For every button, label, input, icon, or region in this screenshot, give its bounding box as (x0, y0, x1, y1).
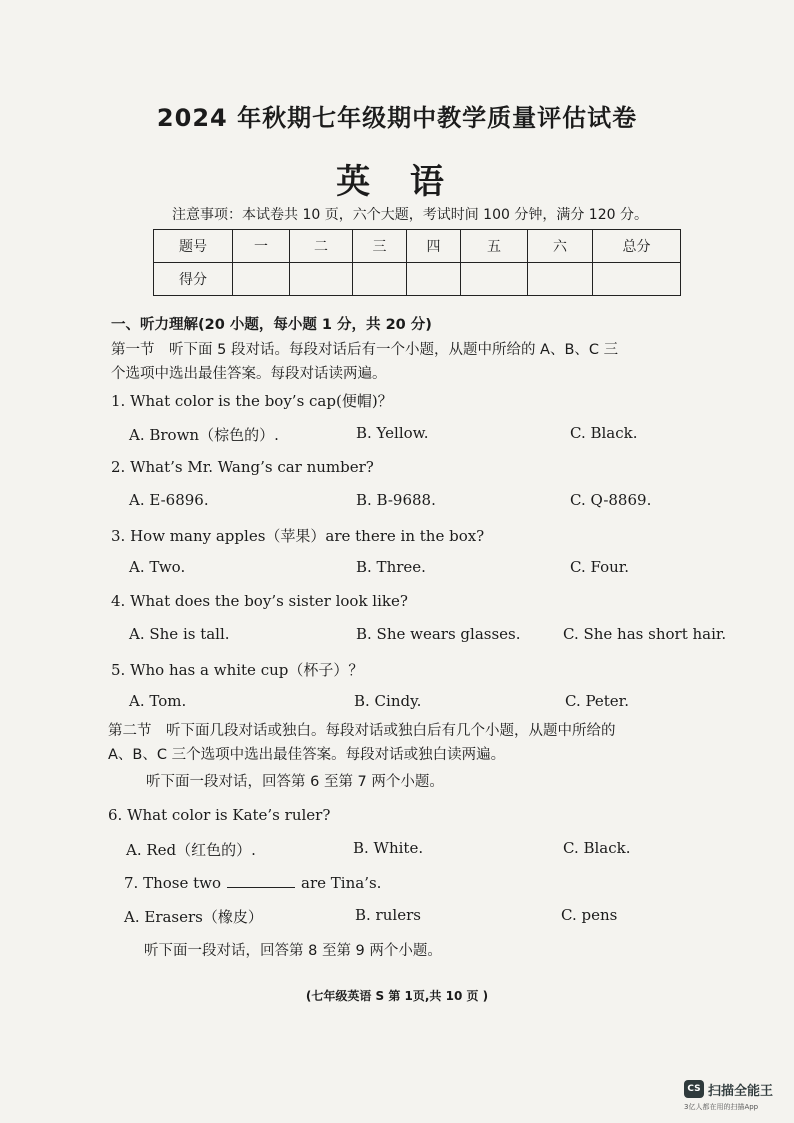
question-1-option-c[interactable]: C. Black. (570, 424, 638, 442)
camscanner-watermark (684, 1078, 784, 1118)
instruction-questions-6-7: 听下面一段对话，回答第 6 至第 7 两个小题。 (146, 774, 444, 790)
score-input-cell[interactable] (528, 263, 593, 296)
score-cell: 四 (407, 230, 461, 263)
question-7-option-b[interactable]: B. rulers (355, 906, 421, 924)
page-footer: (七年级英语 S 第 1页,共 10 页 ) (305, 989, 489, 1003)
question-2-option-c[interactable]: C. Q-8869. (570, 491, 652, 509)
score-cell: 三 (353, 230, 407, 263)
question-1-option-b[interactable]: B. Yellow. (356, 424, 429, 442)
question-7-stem-end: are Tina’s. (301, 874, 382, 892)
score-cell: 总分 (593, 230, 681, 263)
question-6-option-a[interactable]: A. Red（红色的）. (126, 841, 256, 859)
question-6-stem: 6. What color is Kate’s ruler? (108, 806, 331, 824)
score-input-cell[interactable] (290, 263, 353, 296)
question-3-stem: 3. How many apples（苹果）are there in the box? (111, 527, 485, 545)
question-2-option-b[interactable]: B. B-9688. (356, 491, 436, 509)
section1-instructions: 第一节 听下面 5 段对话。每段对话后有一个小题，从题中所给的 A、B、C 三 (111, 342, 619, 358)
score-cell: 二 (290, 230, 353, 263)
question-3-option-a[interactable]: A. Two. (129, 558, 186, 576)
question-5-option-a[interactable]: A. Tom. (129, 692, 187, 710)
question-6-option-c[interactable]: C. Black. (563, 839, 631, 857)
score-input-cell[interactable] (461, 263, 528, 296)
section1-instructions-cont: 个选项中选出最佳答案。每段对话读两遍。 (111, 366, 387, 382)
part1-heading: 一、听力理解(20 小题，每小题 1 分，共 20 分) (111, 317, 432, 333)
question-7-stem (124, 873, 381, 892)
score-input-cell[interactable] (233, 263, 290, 296)
question-7-option-c[interactable]: C. pens (561, 906, 618, 924)
score-input-cell[interactable] (407, 263, 461, 296)
question-3-option-b[interactable]: B. Three. (356, 558, 426, 576)
question-5-option-b[interactable]: B. Cindy. (354, 692, 422, 710)
subject-title: 英 语 (336, 162, 458, 202)
question-1-option-a[interactable]: A. Brown（棕色的）. (129, 426, 279, 444)
question-7-blank[interactable] (227, 873, 295, 888)
question-4-option-c[interactable]: C. She has short hair. (563, 625, 727, 643)
question-4-stem: 4. What does the boy’s sister look like? (111, 592, 408, 610)
score-cell: 六 (528, 230, 593, 263)
section2-instructions: 第二节 听下面几段对话或独白。每段对话或独白后有几个小题，从题中所给的 (108, 723, 616, 739)
score-table (153, 229, 681, 296)
question-5-option-c[interactable]: C. Peter. (565, 692, 629, 710)
question-3-option-c[interactable]: C. Four. (570, 558, 630, 576)
section2-instructions-cont: A、B、C 三个选项中选出最佳答案。每段对话或独白读两遍。 (108, 747, 506, 763)
score-cell: 题号 (154, 230, 233, 263)
camscanner-logo-icon: CS (684, 1080, 704, 1098)
question-1-stem: 1. What color is the boy’s cap(便帽)？ (111, 392, 393, 410)
question-7-option-a[interactable]: A. Erasers（橡皮） (124, 908, 263, 926)
question-5-stem: 5. Who has a white cup（杯子）？ (111, 661, 364, 679)
exam-notice: 注意事项：本试卷共 10 页，六个大题，考试时间 100 分钟，满分 120 分。 (172, 207, 648, 223)
score-table-header-row (154, 230, 681, 263)
question-6-option-b[interactable]: B. White. (353, 839, 424, 857)
score-table-score-row (154, 263, 681, 296)
question-2-option-a[interactable]: A. E-6896. (129, 491, 209, 509)
question-7-stem-start: 7. Those two (124, 874, 222, 892)
exam-title: 2024 年秋期七年级期中教学质量评估试卷 (156, 104, 638, 132)
score-cell: 五 (461, 230, 528, 263)
question-2-stem: 2. What’s Mr. Wang’s car number? (111, 458, 374, 476)
score-input-cell[interactable] (593, 263, 681, 296)
score-cell: 得分 (154, 263, 233, 296)
camscanner-app-name: 扫描全能王 (708, 1084, 774, 1099)
question-4-option-a[interactable]: A. She is tall. (129, 625, 230, 643)
instruction-questions-8-9: 听下面一段对话，回答第 8 至第 9 两个小题。 (144, 943, 442, 959)
camscanner-slogan: 3亿人都在用的扫描App (684, 1103, 759, 1111)
score-cell: 一 (233, 230, 290, 263)
question-4-option-b[interactable]: B. She wears glasses. (356, 625, 521, 643)
score-input-cell[interactable] (353, 263, 407, 296)
